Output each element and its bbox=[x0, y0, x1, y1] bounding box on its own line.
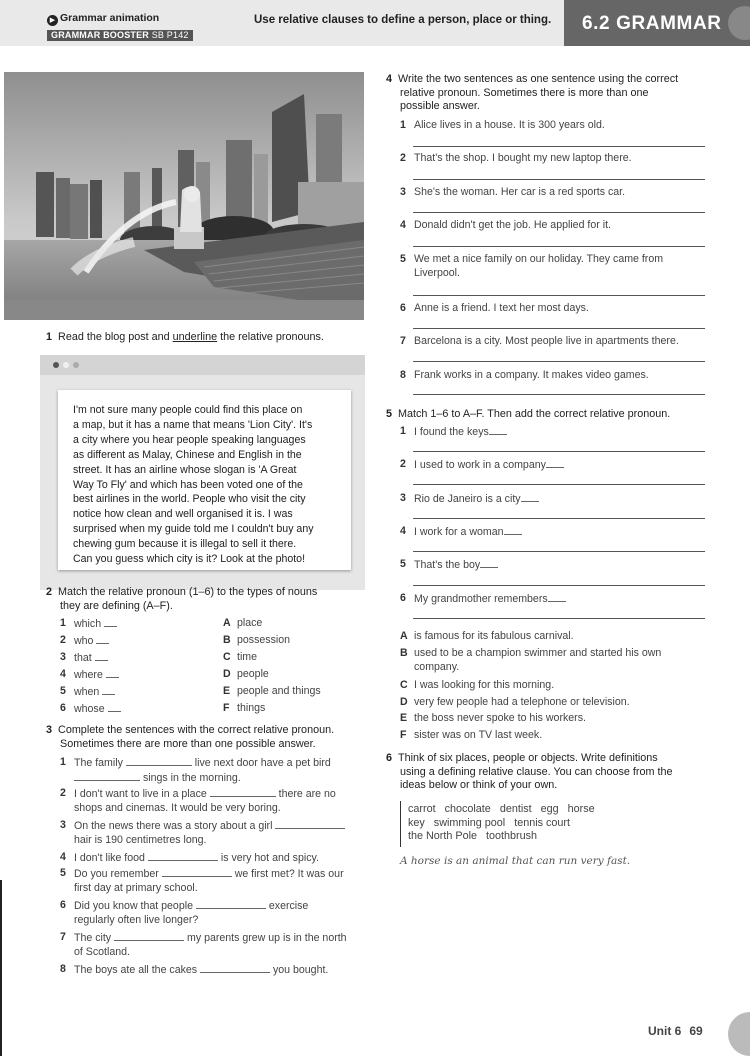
answer-line[interactable] bbox=[413, 551, 705, 552]
answer-line[interactable] bbox=[413, 179, 705, 180]
ex3-item[interactable]: 8 The boys ate all the cakes you bought. bbox=[60, 963, 329, 976]
blog-titlebar bbox=[40, 355, 365, 375]
ex4-item: 2 That's the shop. I bought my new laptop there. bbox=[400, 152, 632, 164]
ex4-item: 1 Alice lives in a house. It is 300 years old. bbox=[400, 119, 605, 131]
ex5-item[interactable]: 1 I found the keys bbox=[414, 425, 507, 440]
answer-line[interactable] bbox=[413, 212, 705, 213]
ex5-option: A is famous for its fabulous carnival. bbox=[400, 630, 574, 642]
window-dot-icon bbox=[73, 362, 79, 368]
ex5-option: B used to be a champion swimmer and started his own company. bbox=[400, 647, 662, 673]
grammar-animation-link[interactable] bbox=[47, 12, 159, 26]
pronoun-item[interactable]: 3 that bbox=[74, 651, 108, 666]
answer-line[interactable] bbox=[413, 585, 705, 586]
ex5-option: C I was looking for this morning. bbox=[400, 679, 555, 691]
ex5-item[interactable]: 3 Rio de Janeiro is a city bbox=[414, 492, 539, 507]
page-corner-decoration bbox=[728, 1012, 750, 1056]
ex5-option: F sister was on TV last week. bbox=[400, 729, 543, 741]
badge-circle bbox=[728, 6, 750, 40]
ex3-item[interactable]: 4 I don't like food is very hot and spicy. bbox=[60, 851, 319, 864]
ex5-option: D very few people had a telephone or television. bbox=[400, 696, 630, 708]
answer-line[interactable] bbox=[413, 246, 705, 247]
noun-type-item: C time bbox=[223, 651, 258, 663]
answer-line[interactable] bbox=[413, 451, 705, 452]
margin-bar bbox=[0, 880, 2, 1056]
pronoun-item[interactable]: 4 where bbox=[74, 668, 119, 683]
ex4-instruction: 4 Write the two sentences as one sentence using the correct relative pronoun. Sometimes there is more than one possible answer. bbox=[386, 73, 679, 113]
animation-label: Grammar animation bbox=[60, 12, 160, 24]
answer-line[interactable] bbox=[413, 518, 705, 519]
page-footer: Unit 6 69 bbox=[648, 1024, 703, 1038]
ex4-item: 3 She's the woman. Her car is a red sports car. bbox=[400, 186, 626, 198]
ideas-box: carrot chocolate dentist egg horse key swimming pool tennis court the North Pole toothbrush bbox=[408, 803, 595, 843]
window-dot-icon bbox=[63, 362, 69, 368]
ex5-option: E the boss never spoke to his workers. bbox=[400, 712, 586, 724]
ex6-example: A horse is an animal that can run very fast. bbox=[400, 855, 631, 867]
ex3-item[interactable]: 6 Did you know that people exercise regularly often live longer? bbox=[60, 899, 309, 926]
ex4-item: 6 Anne is a friend. I text her most days. bbox=[400, 302, 589, 314]
ideas-divider bbox=[400, 801, 401, 847]
ex5-item[interactable]: 4 I work for a woman bbox=[414, 525, 522, 540]
play-icon: ▶ bbox=[47, 15, 58, 26]
ex3-item[interactable]: 7 The city my parents grew up is in the north of Scotland. bbox=[60, 931, 347, 958]
ex5-instruction: 5 Match 1–6 to A–F. Then add the correct relative pronoun. bbox=[386, 408, 671, 420]
ex3-item[interactable]: 1 The family live next door have a pet bird sings in the morning. bbox=[60, 756, 331, 784]
noun-type-item: F things bbox=[223, 702, 266, 714]
section-badge: 6.2 GRAMMAR bbox=[564, 0, 750, 46]
ex3-item[interactable]: 5 Do you remember we first met? It was our first day at primary school. bbox=[60, 867, 344, 894]
noun-type-item: A place bbox=[223, 617, 263, 629]
ex4-item: 4 Donald didn't get the job. He applied for it. bbox=[400, 219, 611, 231]
answer-line[interactable] bbox=[413, 146, 705, 147]
ex4-item: 8 Frank works in a company. It makes video games. bbox=[400, 369, 649, 381]
singapore-photo bbox=[4, 72, 364, 320]
ex5-item[interactable]: 2 I used to work in a company bbox=[414, 458, 564, 473]
ex3-item[interactable]: 2 I don't want to live in a place there are no shops and cinemas. It would be very boring. bbox=[60, 787, 336, 814]
ex5-item[interactable]: 5 That's the boy bbox=[414, 558, 498, 573]
ex5-item[interactable]: 6 My grandmother remembers bbox=[414, 592, 566, 607]
pronoun-item[interactable]: 6 whose bbox=[74, 702, 121, 717]
ex2-instruction: 2 Match the relative pronoun (1–6) to the types of nouns they are defining (A–F). bbox=[46, 586, 318, 612]
answer-line[interactable] bbox=[413, 361, 705, 362]
grammar-booster-tag: GRAMMAR BOOSTER SB P142 bbox=[47, 30, 193, 41]
ex1-instruction: 1 Read the blog post and underline the relative pronouns. bbox=[46, 331, 324, 343]
ex4-item: 7 Barcelona is a city. Most people live in apartments there. bbox=[400, 335, 679, 347]
answer-line[interactable] bbox=[413, 618, 705, 619]
pronoun-item[interactable]: 1 which bbox=[74, 617, 117, 632]
answer-line[interactable] bbox=[413, 295, 705, 296]
lesson-objective: Use relative clauses to define a person, place or thing. bbox=[254, 14, 552, 26]
ex6-instruction: 6 Think of six places, people or objects. Write definitions using a defining relative clause. You can choose from the ideas below or think of your own. bbox=[386, 752, 673, 792]
ex4-item: 5 We met a nice family on our holiday. They came from Liverpool. bbox=[400, 253, 664, 279]
blog-text: I'm not sure many people could find this place on a map, but it has a name that means 'Lion City'. It's a city where you hear people speaking languages as different as Malay, Chinese and English in the street. It has an airline whose slogan is 'A Great Way To Fly' and which has been voted one of the best airlines in the world. People who visit the city notice how clean and well organised it is. I was surprised when my guide told me I couldn't buy any chewing gum because it is illegal to sell it there. Can you guess which city is it? Look at the photo! bbox=[73, 404, 314, 566]
noun-type-item: D people bbox=[223, 668, 269, 680]
noun-type-item: B possession bbox=[223, 634, 290, 646]
answer-line[interactable] bbox=[413, 328, 705, 329]
pronoun-item[interactable]: 5 when bbox=[74, 685, 115, 700]
ex3-instruction: 3 Complete the sentences with the correct relative pronoun. Sometimes there are more than one possible answer. bbox=[46, 724, 335, 750]
pronoun-item[interactable]: 2 who bbox=[74, 634, 109, 649]
answer-line[interactable] bbox=[413, 484, 705, 485]
ex3-item[interactable]: 3 On the news there was a story about a girl hair is 190 centimetres long. bbox=[74, 819, 374, 847]
answer-line[interactable] bbox=[413, 394, 705, 395]
noun-type-item: E people and things bbox=[223, 685, 321, 697]
window-dot-icon bbox=[53, 362, 59, 368]
